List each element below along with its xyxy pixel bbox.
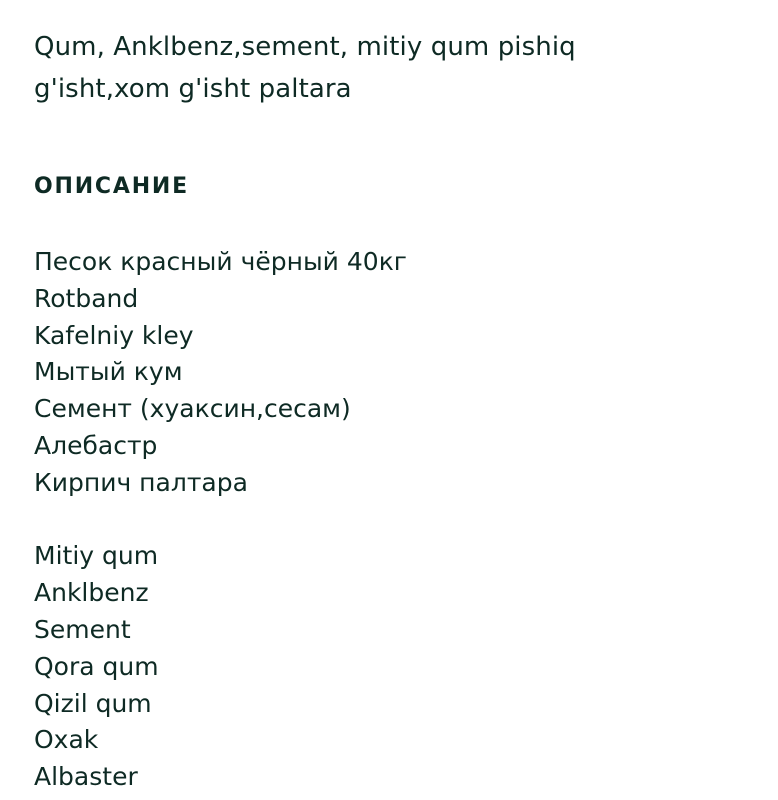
- description-line: Albaster: [34, 762, 138, 792]
- description-line: Алебастр: [34, 430, 158, 460]
- description-line: Qizil qum: [34, 688, 152, 718]
- description-line: Sement: [34, 614, 131, 644]
- description-line: Kafelniy kley: [34, 320, 194, 350]
- description-line: Rotband: [34, 283, 139, 313]
- listing-title-line-2: g'isht,xom g'isht paltara: [34, 74, 352, 104]
- listing-title: [34, 26, 754, 110]
- listing-content: [34, 26, 754, 796]
- description-line: Кирпич палтара: [34, 467, 248, 497]
- description-line: Песок красный чёрный 40кг: [34, 247, 407, 276]
- description-line: Мытый кум: [34, 357, 183, 387]
- description-line: Mitiy qum: [34, 541, 159, 571]
- description-line: Семент (хуаксин,сесам): [34, 394, 351, 424]
- description-line: Anklbenz: [34, 578, 149, 608]
- description-line: Qora qum: [34, 651, 159, 681]
- description-spacer: [34, 502, 754, 539]
- description-body: [34, 244, 754, 796]
- listing-title-line-1: Qum, Anklbenz,sement, mitiy qum pishiq: [34, 32, 576, 62]
- description-heading: ОПИСАНИЕ: [34, 174, 189, 199]
- description-line: Oxak: [34, 725, 99, 755]
